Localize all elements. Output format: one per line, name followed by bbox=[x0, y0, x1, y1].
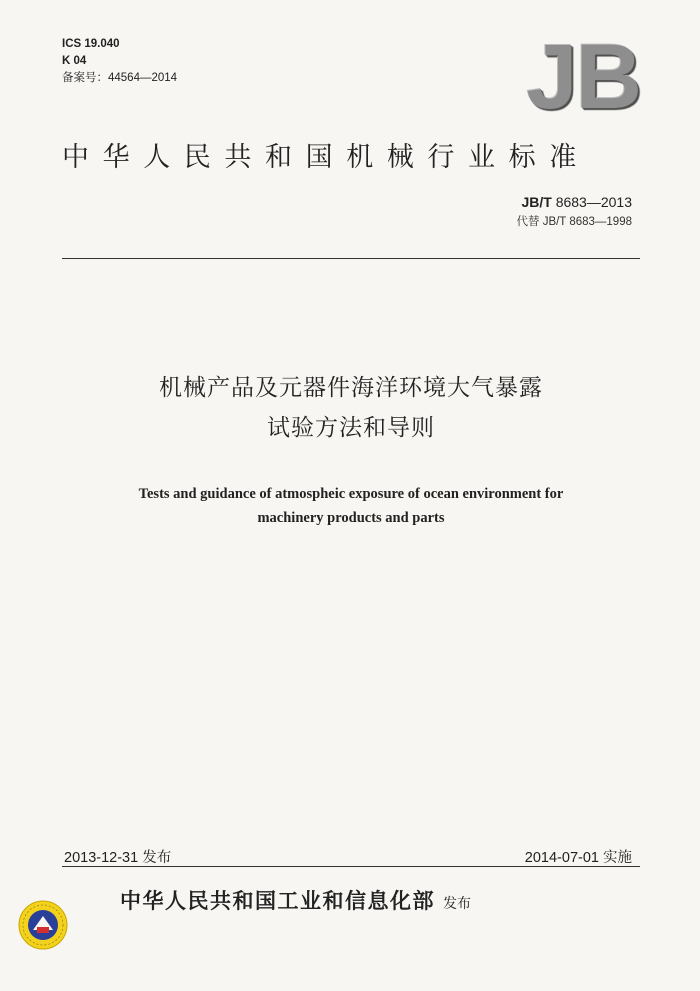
record-number: 备案号：44564—2014 bbox=[62, 72, 178, 84]
metadata-block bbox=[62, 36, 177, 87]
implementation-date: 2014-07-01 实施 bbox=[524, 850, 632, 866]
organization-title: 中华人民共和国机械行业标准 bbox=[62, 142, 590, 173]
publish-date: 2013-12-31 发布 bbox=[64, 850, 172, 866]
english-title-line1: Tests and guidance of atmospheic exposure of ocean environment for bbox=[138, 486, 564, 502]
replaces-standard: 代替 JB/T 8683—1998 bbox=[516, 216, 632, 228]
standard-number-block bbox=[517, 194, 633, 229]
standard-prefix: JB/T bbox=[521, 194, 552, 210]
ics-code: ICS 19.040 bbox=[62, 38, 120, 50]
chinese-title-line2: 试验方法和导则 bbox=[267, 415, 435, 441]
issuer-suffix: 发布 bbox=[443, 896, 471, 912]
chinese-title-line1: 机械产品及元器件海洋环境大气暴露 bbox=[159, 375, 543, 401]
bottom-divider bbox=[62, 866, 640, 867]
jb-logo: JB bbox=[526, 26, 640, 128]
publisher-seal-icon bbox=[18, 900, 68, 950]
english-title bbox=[62, 482, 640, 530]
classification-code: K 04 bbox=[62, 55, 87, 67]
standard-code: 8683—2013 bbox=[551, 194, 632, 210]
chinese-title bbox=[62, 368, 640, 448]
standard-number bbox=[517, 194, 633, 210]
top-divider bbox=[62, 258, 640, 259]
issuer-name: 中华人民共和国工业和信息化部 bbox=[120, 889, 435, 913]
english-title-line2: machinery products and parts bbox=[257, 510, 445, 526]
issuer bbox=[120, 885, 640, 915]
